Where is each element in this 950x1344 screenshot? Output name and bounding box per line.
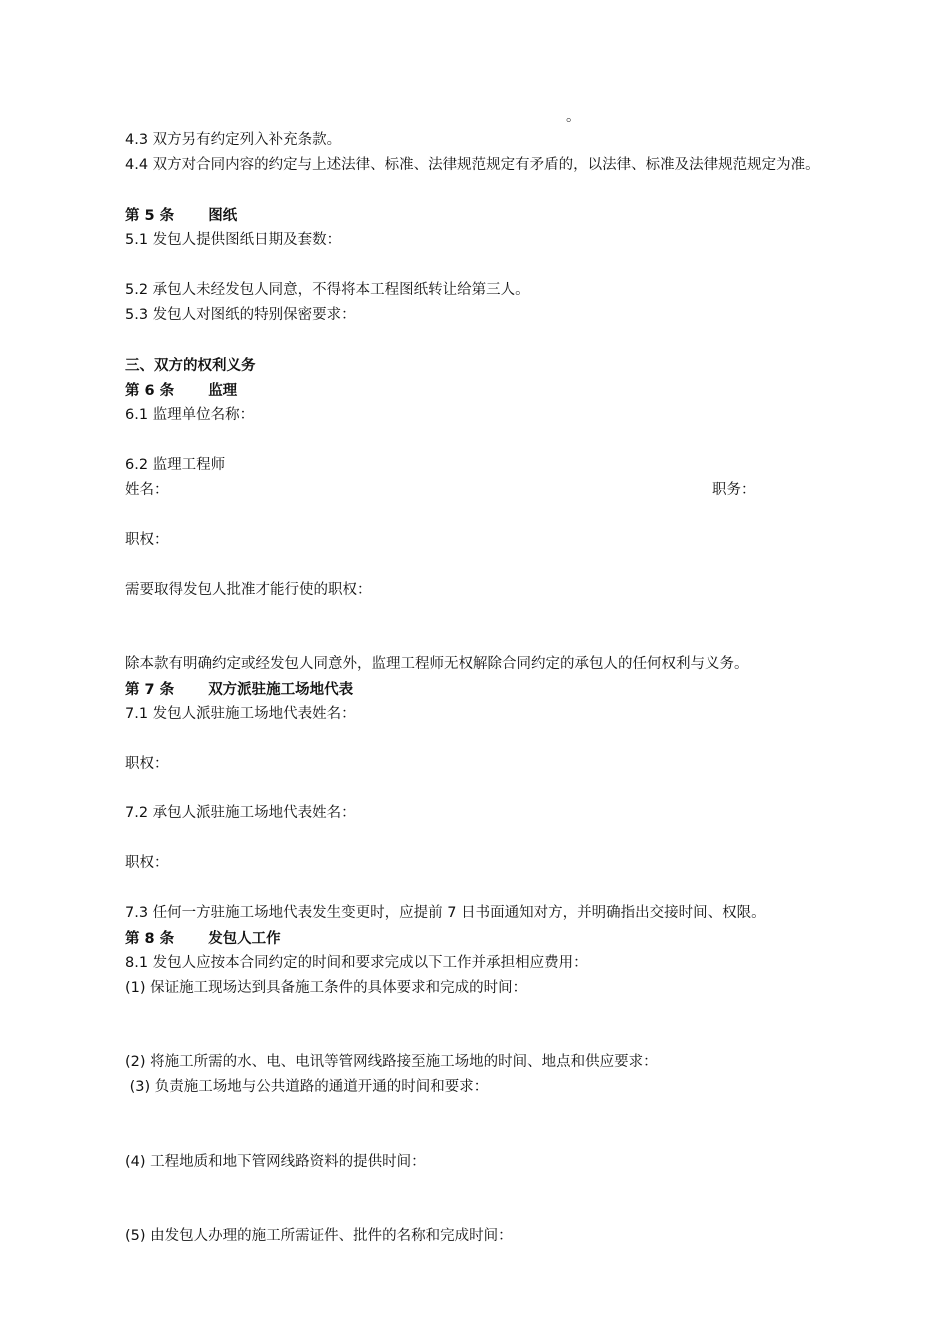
clause-8-1: 8.1 发包人应按本合同约定的时间和要求完成以下工作并承担相应费用： [125, 955, 588, 971]
clause-7-3: 7.3 任何一方驻施工场地代表发生变更时，应提前 7 日书面通知对方，并明确指出交接时间、权限。 [125, 905, 766, 921]
authority-label-3: 职权： [125, 855, 169, 871]
item-2: (2) 将施工所需的水、电、电讯等管网线路接至施工场地的时间、地点和供应要求： [125, 1054, 658, 1070]
article-8-heading: 第 8 条 发包人工作 [125, 930, 281, 947]
item-1: (1) 保证施工现场达到具备施工条件的具体要求和完成的时间： [125, 980, 528, 996]
clause-6-2: 6.2 监理工程师 [125, 457, 226, 473]
item-5: (5) 由发包人办理的施工所需证件、批件的名称和完成时间： [125, 1228, 513, 1244]
clause-7-1: 7.1 发包人派驻施工场地代表姓名： [125, 706, 356, 722]
clause-7-2: 7.2 承包人派驻施工场地代表姓名： [125, 805, 356, 821]
item-3: (3) 负责施工场地与公共道路的通道开通的时间和要求： [125, 1079, 489, 1095]
clause-4-4: 4.4 双方对合同内容的约定与上述法律、标准、法律规范规定有矛盾的，以法律、标准及法律规范规定为准。 [125, 157, 820, 173]
name-label: 姓名： [125, 482, 169, 498]
exempt-note: 除本款有明确约定或经发包人同意外，监理工程师无权解除合同约定的承包人的任何权利与义务。 [125, 656, 749, 672]
authority-label-2: 职权： [125, 756, 169, 772]
clause-5-1: 5.1 发包人提供图纸日期及套数： [125, 232, 342, 248]
item-4: (4) 工程地质和地下管网线路资料的提供时间： [125, 1154, 426, 1170]
article-6-heading: 第 6 条 监理 [125, 382, 238, 399]
clause-6-1: 6.1 监理单位名称： [125, 407, 255, 423]
clause-5-2: 5.2 承包人未经发包人同意，不得将本工程图纸转让给第三人。 [125, 282, 530, 298]
article-7-heading: 第 7 条 双方派驻施工场地代表 [125, 681, 354, 698]
clause-4-3: 4.3 双方另有约定列入补充条款。 [125, 132, 342, 148]
position-label: 职务： [712, 482, 756, 498]
clause-5-3: 5.3 发包人对图纸的特别保密要求： [125, 307, 356, 323]
article-5-heading: 第 5 条 图纸 [125, 207, 238, 224]
approval-authority-label: 需要取得发包人批准才能行使的职权： [125, 582, 372, 598]
section-3-heading: 三、双方的权利义务 [125, 357, 256, 374]
authority-label-1: 职权： [125, 532, 169, 548]
top-mark: 。 [566, 109, 581, 125]
